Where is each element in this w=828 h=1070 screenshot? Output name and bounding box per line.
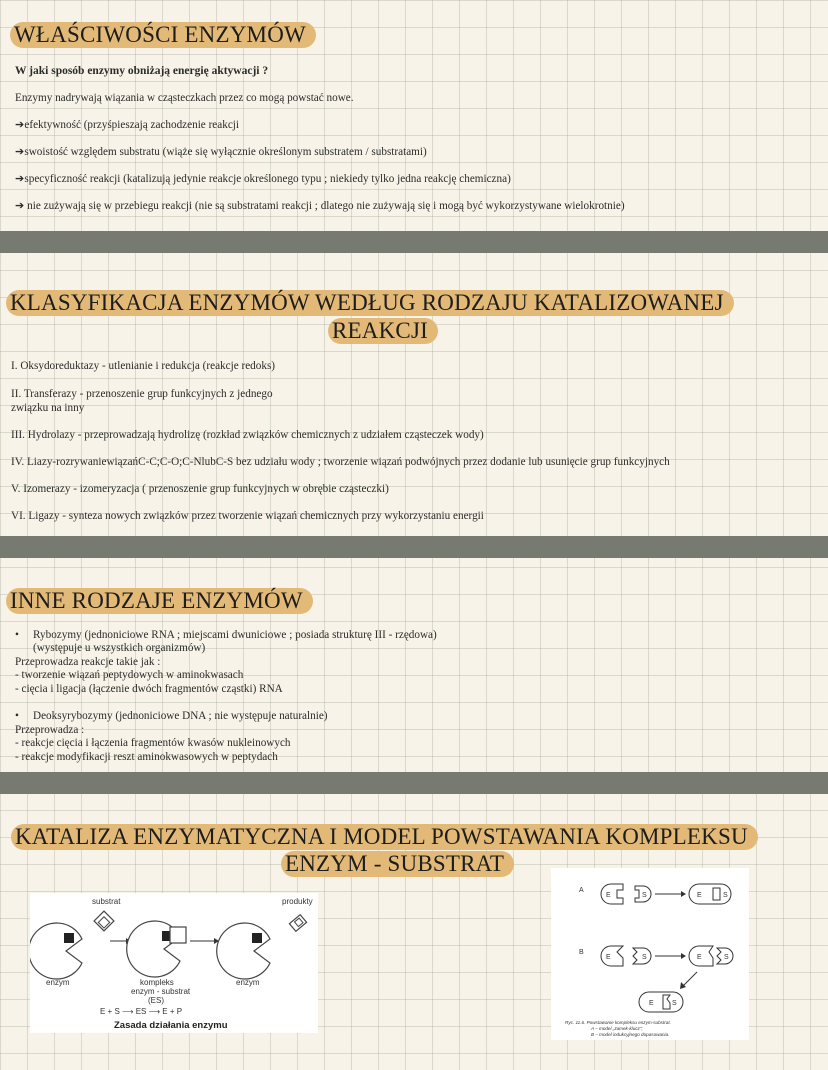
class-item: związku na inny xyxy=(11,402,85,414)
section-title-properties: WŁAŚCIWOŚCI ENZYMÓW xyxy=(10,22,316,48)
active-site xyxy=(252,933,262,943)
arrow-a-head xyxy=(681,891,686,897)
complex-key-a xyxy=(713,888,720,900)
letter-s: S xyxy=(723,892,728,899)
figure-enzyme-principle xyxy=(30,893,318,1033)
label-produkty: produkty xyxy=(282,897,313,906)
arrow-b2-head xyxy=(680,982,686,989)
letter-e: E xyxy=(606,892,611,899)
binding-models-diagram xyxy=(551,868,749,1040)
property-item: ➔swoistość względem substratu (wiąże się wyłącznie określonym substratem / substratami) xyxy=(15,146,427,158)
property-item: ➔specyficzność reakcji (katalizują jedynie reakcje określonego typu ; niekiedy tylko jedna reakcję chemiczna) xyxy=(15,173,511,185)
section-title-other-enzymes: INNE RODZAJE ENZYMÓW xyxy=(6,588,313,614)
enzyme-shape-right xyxy=(217,923,270,979)
figure-binding-models xyxy=(551,868,749,1040)
caption-line: B – model indukcyjnego dopasowania. xyxy=(591,1032,670,1037)
label-substrat: substrat xyxy=(92,897,121,906)
enzyme-shape-left xyxy=(30,923,82,979)
divider-band xyxy=(0,231,828,253)
class-item: I. Oksydoreduktazy - utlenianie i redukcja (reakcje redoks) xyxy=(11,360,276,372)
section-title-classification-line2: REAKCJI xyxy=(328,318,438,344)
deoxyribozyme-text: - reakcje cięcia i łączenia fragmentów kwasów nukleinowych xyxy=(15,737,291,749)
arrow-b-head xyxy=(681,953,686,959)
letter-s: S xyxy=(642,892,647,899)
ribozyme-text: - tworzenie wiązań peptydowych w aminokwasach xyxy=(15,669,244,681)
enzyme-diagram xyxy=(30,893,318,1033)
label-es: (ES) xyxy=(148,996,164,1005)
label-enzym-left: enzym xyxy=(46,978,70,987)
deoxyribozyme-text: Przeprowadza : xyxy=(15,724,85,736)
bound-substrate xyxy=(170,927,186,943)
property-item: ➔efektywność (przyśpieszają zachodzenie reakcji xyxy=(15,119,239,131)
intro-text: Enzymy nadrywają wiązania w cząsteczkach przez co mogą powstać nowe. xyxy=(15,92,354,104)
enzyme-shape-b xyxy=(601,946,623,966)
label-enzym-right: enzym xyxy=(236,978,260,987)
letter-e: E xyxy=(697,954,702,961)
section-title-catalysis-line2: ENZYM - SUBSTRAT xyxy=(281,851,514,877)
class-item: VI. Ligazy - synteza nowych związków przez tworzenie wiązań chemicznych przy wykorzystaniu energii xyxy=(11,510,484,522)
caption-line: Ryc. 11.6. Powstawanie kompleksu enzym-substrat. xyxy=(565,1020,671,1025)
section-title-catalysis: KATALIZA ENZYMATYCZNA I MODEL POWSTAWANIA KOMPLEKSU xyxy=(11,824,758,850)
deoxyribozyme-text: Deoksyrybozymy (jednoniciowe DNA ; nie występuje naturalnie) xyxy=(33,710,328,722)
deoxyribozyme-text: - reakcje modyfikacji reszt aminokwasowych w peptydach xyxy=(15,751,278,763)
class-item: III. Hydrolazy - przeprowadzają hydrolizę (rozkład związków chemicznych z udziałem cząsteczek wody) xyxy=(11,429,484,441)
ribozyme-text: (występuje u wszystkich organizmów) xyxy=(33,642,206,654)
enzyme-shape-a xyxy=(601,884,623,904)
property-item: ➔ nie zużywają się w przebiegu reakcji (nie są substratami reakcji ; dlatego nie zużywają się i mogą być wykorzystywane wielokrotnie) xyxy=(15,200,625,212)
figure-caption: Zasada działania enzymu xyxy=(114,1020,228,1031)
label-kompleks: kompleks xyxy=(140,978,174,987)
equation: E + S ⟶ ES ⟶ E + P xyxy=(100,1007,183,1016)
question-text: W jaki sposób enzymy obniżają energię aktywacji ? xyxy=(15,65,269,77)
label-b: B xyxy=(579,949,584,956)
letter-e: E xyxy=(606,954,611,961)
bullet: • xyxy=(15,629,19,641)
class-item: IV. Liazy-rozrywaniewiązańC-C;C-O;C-NlubC-S bez udziału wody ; tworzenie wiązań podwójnych przez dodanie lub usunięcie grup funkcyjnych xyxy=(11,456,670,468)
complex-key-b2 xyxy=(663,995,670,1009)
arrow-b2 xyxy=(683,972,697,986)
ribozyme-text: - cięcia i ligacja (łączenie dwóch fragmentów cząstki) RNA xyxy=(15,683,283,695)
label-a: A xyxy=(579,887,584,894)
letter-s: S xyxy=(724,954,729,961)
label-enzym-substrat: enzym - substrat xyxy=(131,987,191,996)
divider-band xyxy=(0,772,828,794)
substrate-shape xyxy=(94,911,114,931)
caption-line: A – model „zamek-klucz”; xyxy=(591,1026,643,1031)
bullet: • xyxy=(15,710,19,722)
ribozyme-text: Rybozymy (jednoniciowe RNA ; miejscami dwuniciowe ; posiada strukturę III - rzędowa) xyxy=(33,629,437,641)
letter-e: E xyxy=(697,892,702,899)
product-shape xyxy=(289,915,306,932)
letter-s: S xyxy=(642,954,647,961)
ribozyme-text: Przeprowadza reakcje takie jak : xyxy=(15,656,161,668)
active-site xyxy=(64,933,74,943)
letter-e: E xyxy=(649,1000,654,1007)
class-item: V. Izomerazy - izomeryzacja ( przenoszenie grup funkcyjnych w obrębie cząsteczki) xyxy=(11,483,389,495)
letter-s: S xyxy=(672,1000,677,1007)
section-title-classification: KLASYFIKACJA ENZYMÓW WEDŁUG RODZAJU KATALIZOWANEJ xyxy=(6,290,734,316)
class-item: II. Transferazy - przenoszenie grup funkcyjnych z jednego xyxy=(11,388,273,400)
divider-band xyxy=(0,536,828,558)
